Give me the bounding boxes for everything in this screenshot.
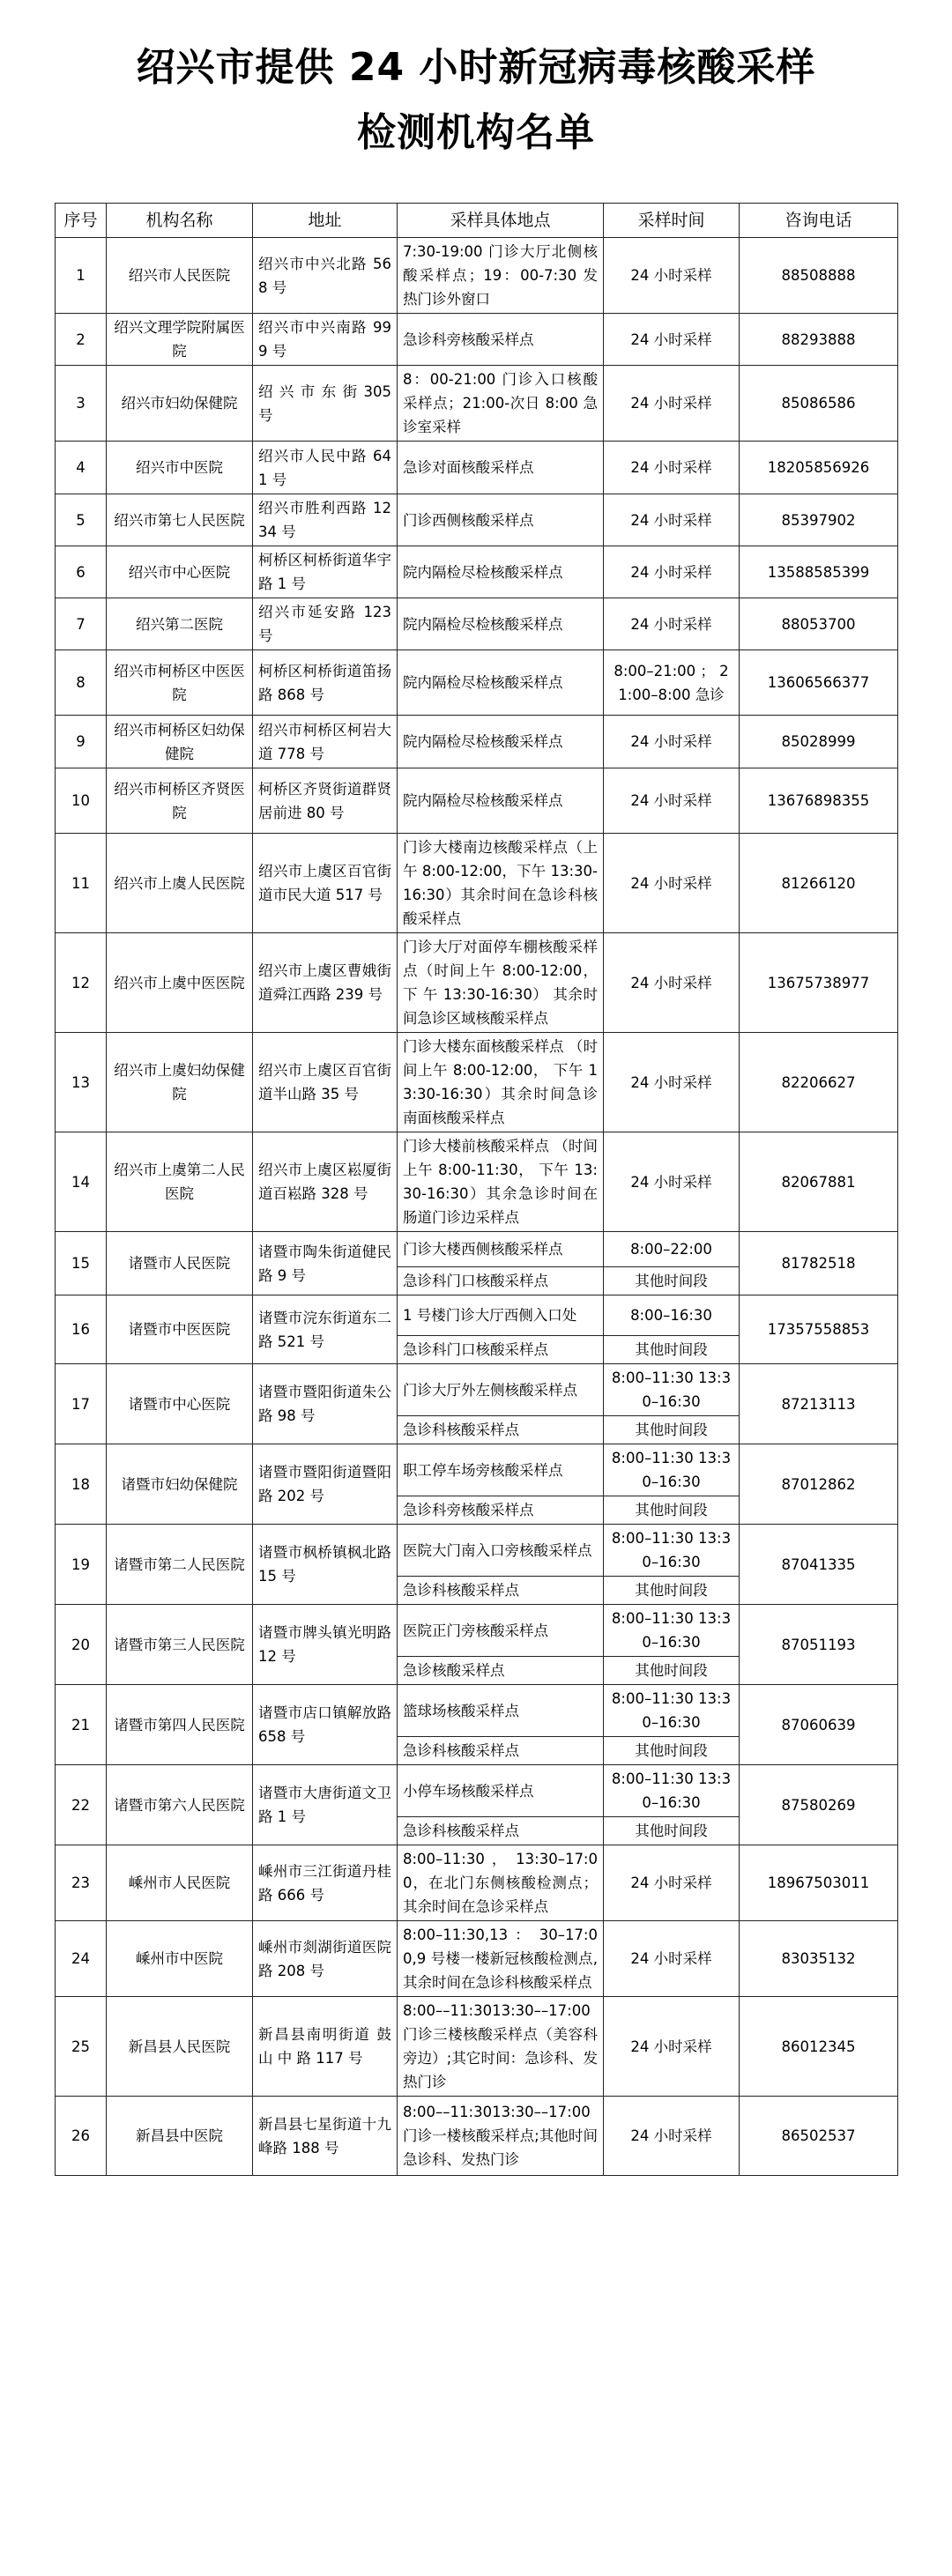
cell-phone: 13676898355 xyxy=(740,768,898,834)
cell-name: 诸暨市妇幼保健院 xyxy=(107,1444,253,1525)
cell-phone: 17357558853 xyxy=(740,1295,898,1364)
table-row xyxy=(56,366,898,442)
cell-time: 其他时间段 xyxy=(604,1817,740,1845)
cell-address: 诸暨市店口镇解放路 658 号 xyxy=(253,1685,398,1765)
cell-address: 柯桥区齐贤街道群贤居前进 80 号 xyxy=(253,768,398,834)
cell-phone: 86012345 xyxy=(740,1997,898,2097)
table-row xyxy=(56,1525,898,1577)
cell-phone: 85028999 xyxy=(740,716,898,768)
cell-no: 25 xyxy=(56,1997,107,2097)
cell-time: 24 小时采样 xyxy=(604,716,740,768)
cell-no: 17 xyxy=(56,1364,107,1444)
table-row xyxy=(56,768,898,834)
cell-no: 21 xyxy=(56,1685,107,1765)
table-row xyxy=(56,1232,898,1267)
cell-phone: 81266120 xyxy=(740,834,898,933)
cell-phone: 87012862 xyxy=(740,1444,898,1525)
cell-phone: 18967503011 xyxy=(740,1845,898,1921)
cell-place: 7:30-19:00 门诊大厅北侧核酸采样点；19：00-7:30 发热门诊外窗口 xyxy=(398,238,604,314)
cell-time: 8:00–22:00 xyxy=(604,1232,740,1267)
cell-name: 诸暨市中医医院 xyxy=(107,1295,253,1364)
cell-phone: 87060639 xyxy=(740,1685,898,1765)
cell-no: 12 xyxy=(56,933,107,1033)
table-row xyxy=(56,546,898,598)
cell-place: 急诊科核酸采样点 xyxy=(398,1737,604,1765)
cell-name: 绍兴市人民医院 xyxy=(107,238,253,314)
cell-name: 诸暨市中心医院 xyxy=(107,1364,253,1444)
header-phone: 咨询电话 xyxy=(740,204,898,238)
header-time: 采样时间 xyxy=(604,204,740,238)
cell-time: 24 小时采样 xyxy=(604,933,740,1033)
cell-place: 急诊科旁核酸采样点 xyxy=(398,314,604,366)
cell-place: 8:00–11:30,13 ： 30–17:00,9 号楼一楼新冠核酸检测点,其余时间在急诊科核酸采样点 xyxy=(398,1921,604,1997)
cell-place: 急诊科门口核酸采样点 xyxy=(398,1267,604,1295)
cell-time: 8:00–11:30 13:30–16:30 xyxy=(604,1685,740,1737)
cell-address: 绍兴市上虞区百官街道半山路 35 号 xyxy=(253,1033,398,1132)
cell-no: 20 xyxy=(56,1605,107,1685)
cell-no: 2 xyxy=(56,314,107,366)
cell-no: 11 xyxy=(56,834,107,933)
cell-time: 24 小时采样 xyxy=(604,768,740,834)
cell-no: 18 xyxy=(56,1444,107,1525)
cell-name: 绍兴市第七人民医院 xyxy=(107,494,253,546)
cell-no: 3 xyxy=(56,366,107,442)
cell-place: 8:00––11:3013:30––17:00 门诊三楼核酸采样点（美容科旁边）;其它时间：急诊科、发热门诊 xyxy=(398,1997,604,2097)
table-row xyxy=(56,494,898,546)
cell-time: 其他时间段 xyxy=(604,1657,740,1685)
cell-address: 诸暨市枫桥镇枫北路 15 号 xyxy=(253,1525,398,1605)
table-row xyxy=(56,1845,898,1921)
cell-address: 绍兴市上虞区曹娥街道舜江西路 239 号 xyxy=(253,933,398,1033)
cell-time: 24 小时采样 xyxy=(604,494,740,546)
table-row xyxy=(56,442,898,494)
cell-place: 8:00–11:30 ， 13:30–17:00，在北门东侧核酸检测点；其余时间在急诊采样点 xyxy=(398,1845,604,1921)
cell-time: 其他时间段 xyxy=(604,1496,740,1525)
cell-place: 医院大门南入口旁核酸采样点 xyxy=(398,1525,604,1577)
cell-no: 10 xyxy=(56,768,107,834)
cell-phone: 87580269 xyxy=(740,1765,898,1845)
cell-no: 1 xyxy=(56,238,107,314)
cell-time: 24 小时采样 xyxy=(604,1997,740,2097)
cell-no: 22 xyxy=(56,1765,107,1845)
cell-no: 26 xyxy=(56,2097,107,2176)
table-row xyxy=(56,1685,898,1737)
header-address: 地址 xyxy=(253,204,398,238)
cell-address: 嵊州市三江街道丹桂路 666 号 xyxy=(253,1845,398,1921)
cell-time: 24 小时采样 xyxy=(604,1845,740,1921)
table-row xyxy=(56,1364,898,1416)
cell-no: 13 xyxy=(56,1033,107,1132)
cell-place: 门诊西侧核酸采样点 xyxy=(398,494,604,546)
cell-phone: 85086586 xyxy=(740,366,898,442)
cell-time: 8:00–11:30 13:30–16:30 xyxy=(604,1364,740,1416)
cell-name: 绍兴市柯桥区中医医院 xyxy=(107,650,253,716)
cell-name: 绍兴市柯桥区妇幼保健院 xyxy=(107,716,253,768)
header-place: 采样具体地点 xyxy=(398,204,604,238)
cell-place: 急诊核酸采样点 xyxy=(398,1657,604,1685)
table-row xyxy=(56,598,898,650)
table-row xyxy=(56,1605,898,1657)
cell-name: 诸暨市第六人民医院 xyxy=(107,1765,253,1845)
cell-place: 急诊科门口核酸采样点 xyxy=(398,1336,604,1364)
cell-name: 绍兴市中医院 xyxy=(107,442,253,494)
cell-place: 急诊科核酸采样点 xyxy=(398,1817,604,1845)
cell-name: 绍兴市妇幼保健院 xyxy=(107,366,253,442)
cell-time: 其他时间段 xyxy=(604,1336,740,1364)
cell-place: 医院正门旁核酸采样点 xyxy=(398,1605,604,1657)
cell-name: 诸暨市人民医院 xyxy=(107,1232,253,1295)
cell-time: 24 小时采样 xyxy=(604,2097,740,2176)
cell-name: 新昌县中医院 xyxy=(107,2097,253,2176)
cell-address: 诸暨市暨阳街道暨阳路 202 号 xyxy=(253,1444,398,1525)
cell-no: 16 xyxy=(56,1295,107,1364)
cell-time: 24 小时采样 xyxy=(604,1033,740,1132)
cell-place: 院内隔检尽检核酸采样点 xyxy=(398,650,604,716)
cell-address: 柯桥区柯桥街道华宇路 1 号 xyxy=(253,546,398,598)
cell-name: 绍兴市上虞第二人民医院 xyxy=(107,1132,253,1232)
cell-place: 门诊大楼南边核酸采样点（上午 8:00-12:00，下午 13:30-16:30）其余时间在急诊科核酸采样点 xyxy=(398,834,604,933)
table-row xyxy=(56,1997,898,2097)
cell-time: 24 小时采样 xyxy=(604,238,740,314)
cell-phone: 88293888 xyxy=(740,314,898,366)
cell-place: 院内隔检尽检核酸采样点 xyxy=(398,716,604,768)
cell-address: 绍兴市柯桥区柯岩大道 778 号 xyxy=(253,716,398,768)
cell-phone: 85397902 xyxy=(740,494,898,546)
cell-phone: 18205856926 xyxy=(740,442,898,494)
cell-no: 19 xyxy=(56,1525,107,1605)
cell-time: 24 小时采样 xyxy=(604,1132,740,1232)
title-line-2: 检测机构名单 xyxy=(357,110,595,155)
cell-name: 诸暨市第三人民医院 xyxy=(107,1605,253,1685)
cell-time: 8:00–11:30 13:30–16:30 xyxy=(604,1765,740,1817)
cell-phone: 87041335 xyxy=(740,1525,898,1605)
cell-place: 8:00––11:3013:30––17:00 门诊一楼核酸采样点;其他时间急诊科、发热门诊 xyxy=(398,2097,604,2176)
cell-time: 8:00–11:30 13:30–16:30 xyxy=(604,1525,740,1577)
table-row xyxy=(56,1921,898,1997)
cell-place: 门诊大厅对面停车棚核酸采样点（时间上午 8:00-12:00， 下 午 13:30-16:30） 其余时间急诊区域核酸采样点 xyxy=(398,933,604,1033)
cell-time: 24 小时采样 xyxy=(604,314,740,366)
table-row xyxy=(56,650,898,716)
cell-address: 柯桥区柯桥街道笛扬路 868 号 xyxy=(253,650,398,716)
cell-place: 急诊科核酸采样点 xyxy=(398,1577,604,1605)
cell-no: 5 xyxy=(56,494,107,546)
cell-phone: 87213113 xyxy=(740,1364,898,1444)
cell-address: 嵊州市剡湖街道医院路 208 号 xyxy=(253,1921,398,1997)
cell-phone: 87051193 xyxy=(740,1605,898,1685)
table-row xyxy=(56,933,898,1033)
cell-time: 24 小时采样 xyxy=(604,366,740,442)
cell-place: 院内隔检尽检核酸采样点 xyxy=(398,598,604,650)
cell-phone: 13675738977 xyxy=(740,933,898,1033)
cell-place: 8：00-21:00 门诊入口核酸采样点；21:00-次日 8:00 急诊室采样 xyxy=(398,366,604,442)
table-row xyxy=(56,716,898,768)
cell-time: 8:00–11:30 13:30–16:30 xyxy=(604,1605,740,1657)
cell-address: 诸暨市浣东街道东二路 521 号 xyxy=(253,1295,398,1364)
cell-time: 24 小时采样 xyxy=(604,834,740,933)
cell-name: 绍兴文理学院附属医院 xyxy=(107,314,253,366)
cell-name: 诸暨市第四人民医院 xyxy=(107,1685,253,1765)
cell-place: 急诊对面核酸采样点 xyxy=(398,442,604,494)
cell-name: 绍兴第二医院 xyxy=(107,598,253,650)
table-row xyxy=(56,1444,898,1496)
cell-place: 急诊科核酸采样点 xyxy=(398,1416,604,1444)
cell-phone: 88053700 xyxy=(740,598,898,650)
cell-phone: 88508888 xyxy=(740,238,898,314)
cell-address: 诸暨市暨阳街道朱公路 98 号 xyxy=(253,1364,398,1444)
page-title xyxy=(0,0,952,167)
table-header-row xyxy=(56,204,898,238)
header-no: 序号 xyxy=(56,204,107,238)
cell-address: 诸暨市大唐街道文卫路 1 号 xyxy=(253,1765,398,1845)
cell-no: 8 xyxy=(56,650,107,716)
institution-table xyxy=(55,203,898,2176)
cell-address: 绍兴市人民中路 641 号 xyxy=(253,442,398,494)
cell-place: 门诊大厅外左侧核酸采样点 xyxy=(398,1364,604,1416)
table-row xyxy=(56,1132,898,1232)
cell-no: 23 xyxy=(56,1845,107,1921)
table-row xyxy=(56,1033,898,1132)
header-name: 机构名称 xyxy=(107,204,253,238)
cell-address: 绍兴市上虞区崧厦街道百崧路 328 号 xyxy=(253,1132,398,1232)
cell-phone: 82067881 xyxy=(740,1132,898,1232)
table-row xyxy=(56,2097,898,2176)
cell-name: 绍兴市柯桥区齐贤医院 xyxy=(107,768,253,834)
cell-address: 绍兴市中兴南路 999 号 xyxy=(253,314,398,366)
cell-address: 新昌县七星街道十九峰路 188 号 xyxy=(253,2097,398,2176)
cell-name: 绍兴市上虞人民医院 xyxy=(107,834,253,933)
cell-name: 诸暨市第二人民医院 xyxy=(107,1525,253,1605)
cell-time: 其他时间段 xyxy=(604,1416,740,1444)
cell-place: 篮球场核酸采样点 xyxy=(398,1685,604,1737)
cell-time: 24 小时采样 xyxy=(604,442,740,494)
cell-name: 绍兴市中心医院 xyxy=(107,546,253,598)
cell-address: 绍兴市上虞区百官街道市民大道 517 号 xyxy=(253,834,398,933)
cell-address: 绍兴市中兴北路 568 号 xyxy=(253,238,398,314)
cell-name: 嵊州市中医院 xyxy=(107,1921,253,1997)
cell-place: 1 号楼门诊大厅西侧入口处 xyxy=(398,1295,604,1336)
table-row xyxy=(56,314,898,366)
cell-no: 7 xyxy=(56,598,107,650)
cell-place: 院内隔检尽检核酸采样点 xyxy=(398,768,604,834)
cell-no: 4 xyxy=(56,442,107,494)
cell-time: 8:00–11:30 13:30–16:30 xyxy=(604,1444,740,1496)
cell-name: 绍兴市上虞中医医院 xyxy=(107,933,253,1033)
cell-time: 24 小时采样 xyxy=(604,546,740,598)
cell-time: 24 小时采样 xyxy=(604,598,740,650)
cell-address: 新昌县南明街道 鼓 山 中 路 117 号 xyxy=(253,1997,398,2097)
cell-time: 24 小时采样 xyxy=(604,1921,740,1997)
cell-address: 绍兴市延安路 123 号 xyxy=(253,598,398,650)
cell-name: 新昌县人民医院 xyxy=(107,1997,253,2097)
cell-no: 24 xyxy=(56,1921,107,1997)
cell-phone: 83035132 xyxy=(740,1921,898,1997)
cell-address: 诸暨市陶朱街道健民路 9 号 xyxy=(253,1232,398,1295)
cell-place: 急诊科旁核酸采样点 xyxy=(398,1496,604,1525)
cell-time: 其他时间段 xyxy=(604,1577,740,1605)
title-line-1: 绍兴市提供 24 小时新冠病毒核酸采样 xyxy=(136,45,816,90)
cell-no: 9 xyxy=(56,716,107,768)
cell-place: 门诊大楼西侧核酸采样点 xyxy=(398,1232,604,1267)
cell-address: 绍 兴 市 东 街 305 号 xyxy=(253,366,398,442)
cell-name: 绍兴市上虞妇幼保健院 xyxy=(107,1033,253,1132)
cell-address: 绍兴市胜利西路 1234 号 xyxy=(253,494,398,546)
cell-phone: 82206627 xyxy=(740,1033,898,1132)
cell-address: 诸暨市牌头镇光明路 12 号 xyxy=(253,1605,398,1685)
cell-place: 门诊大楼东面核酸采样点 （时间上午 8:00-12:00， 下午 13:30-16:30）其余时间急诊南面核酸采样点 xyxy=(398,1033,604,1132)
cell-no: 6 xyxy=(56,546,107,598)
table-row xyxy=(56,834,898,933)
cell-time: 8:00–16:30 xyxy=(604,1295,740,1336)
cell-place: 门诊大楼前核酸采样点 （时间上午 8:00-11:30， 下午 13:30-16:30）其余急诊时间在肠道门诊边采样点 xyxy=(398,1132,604,1232)
cell-place: 院内隔检尽检核酸采样点 xyxy=(398,546,604,598)
table-row xyxy=(56,238,898,314)
cell-no: 15 xyxy=(56,1232,107,1295)
cell-no: 14 xyxy=(56,1132,107,1232)
table-row xyxy=(56,1765,898,1817)
cell-place: 职工停车场旁核酸采样点 xyxy=(398,1444,604,1496)
cell-time: 其他时间段 xyxy=(604,1267,740,1295)
cell-name: 嵊州市人民医院 xyxy=(107,1845,253,1921)
cell-time: 8:00–21:00 ； 21:00–8:00 急诊 xyxy=(604,650,740,716)
cell-phone: 86502537 xyxy=(740,2097,898,2176)
institution-table-container xyxy=(55,203,897,2176)
table-body xyxy=(56,238,898,2176)
cell-phone: 81782518 xyxy=(740,1232,898,1295)
cell-time: 其他时间段 xyxy=(604,1737,740,1765)
cell-phone: 13606566377 xyxy=(740,650,898,716)
cell-phone: 13588585399 xyxy=(740,546,898,598)
table-row xyxy=(56,1295,898,1336)
cell-place: 小停车场核酸采样点 xyxy=(398,1765,604,1817)
